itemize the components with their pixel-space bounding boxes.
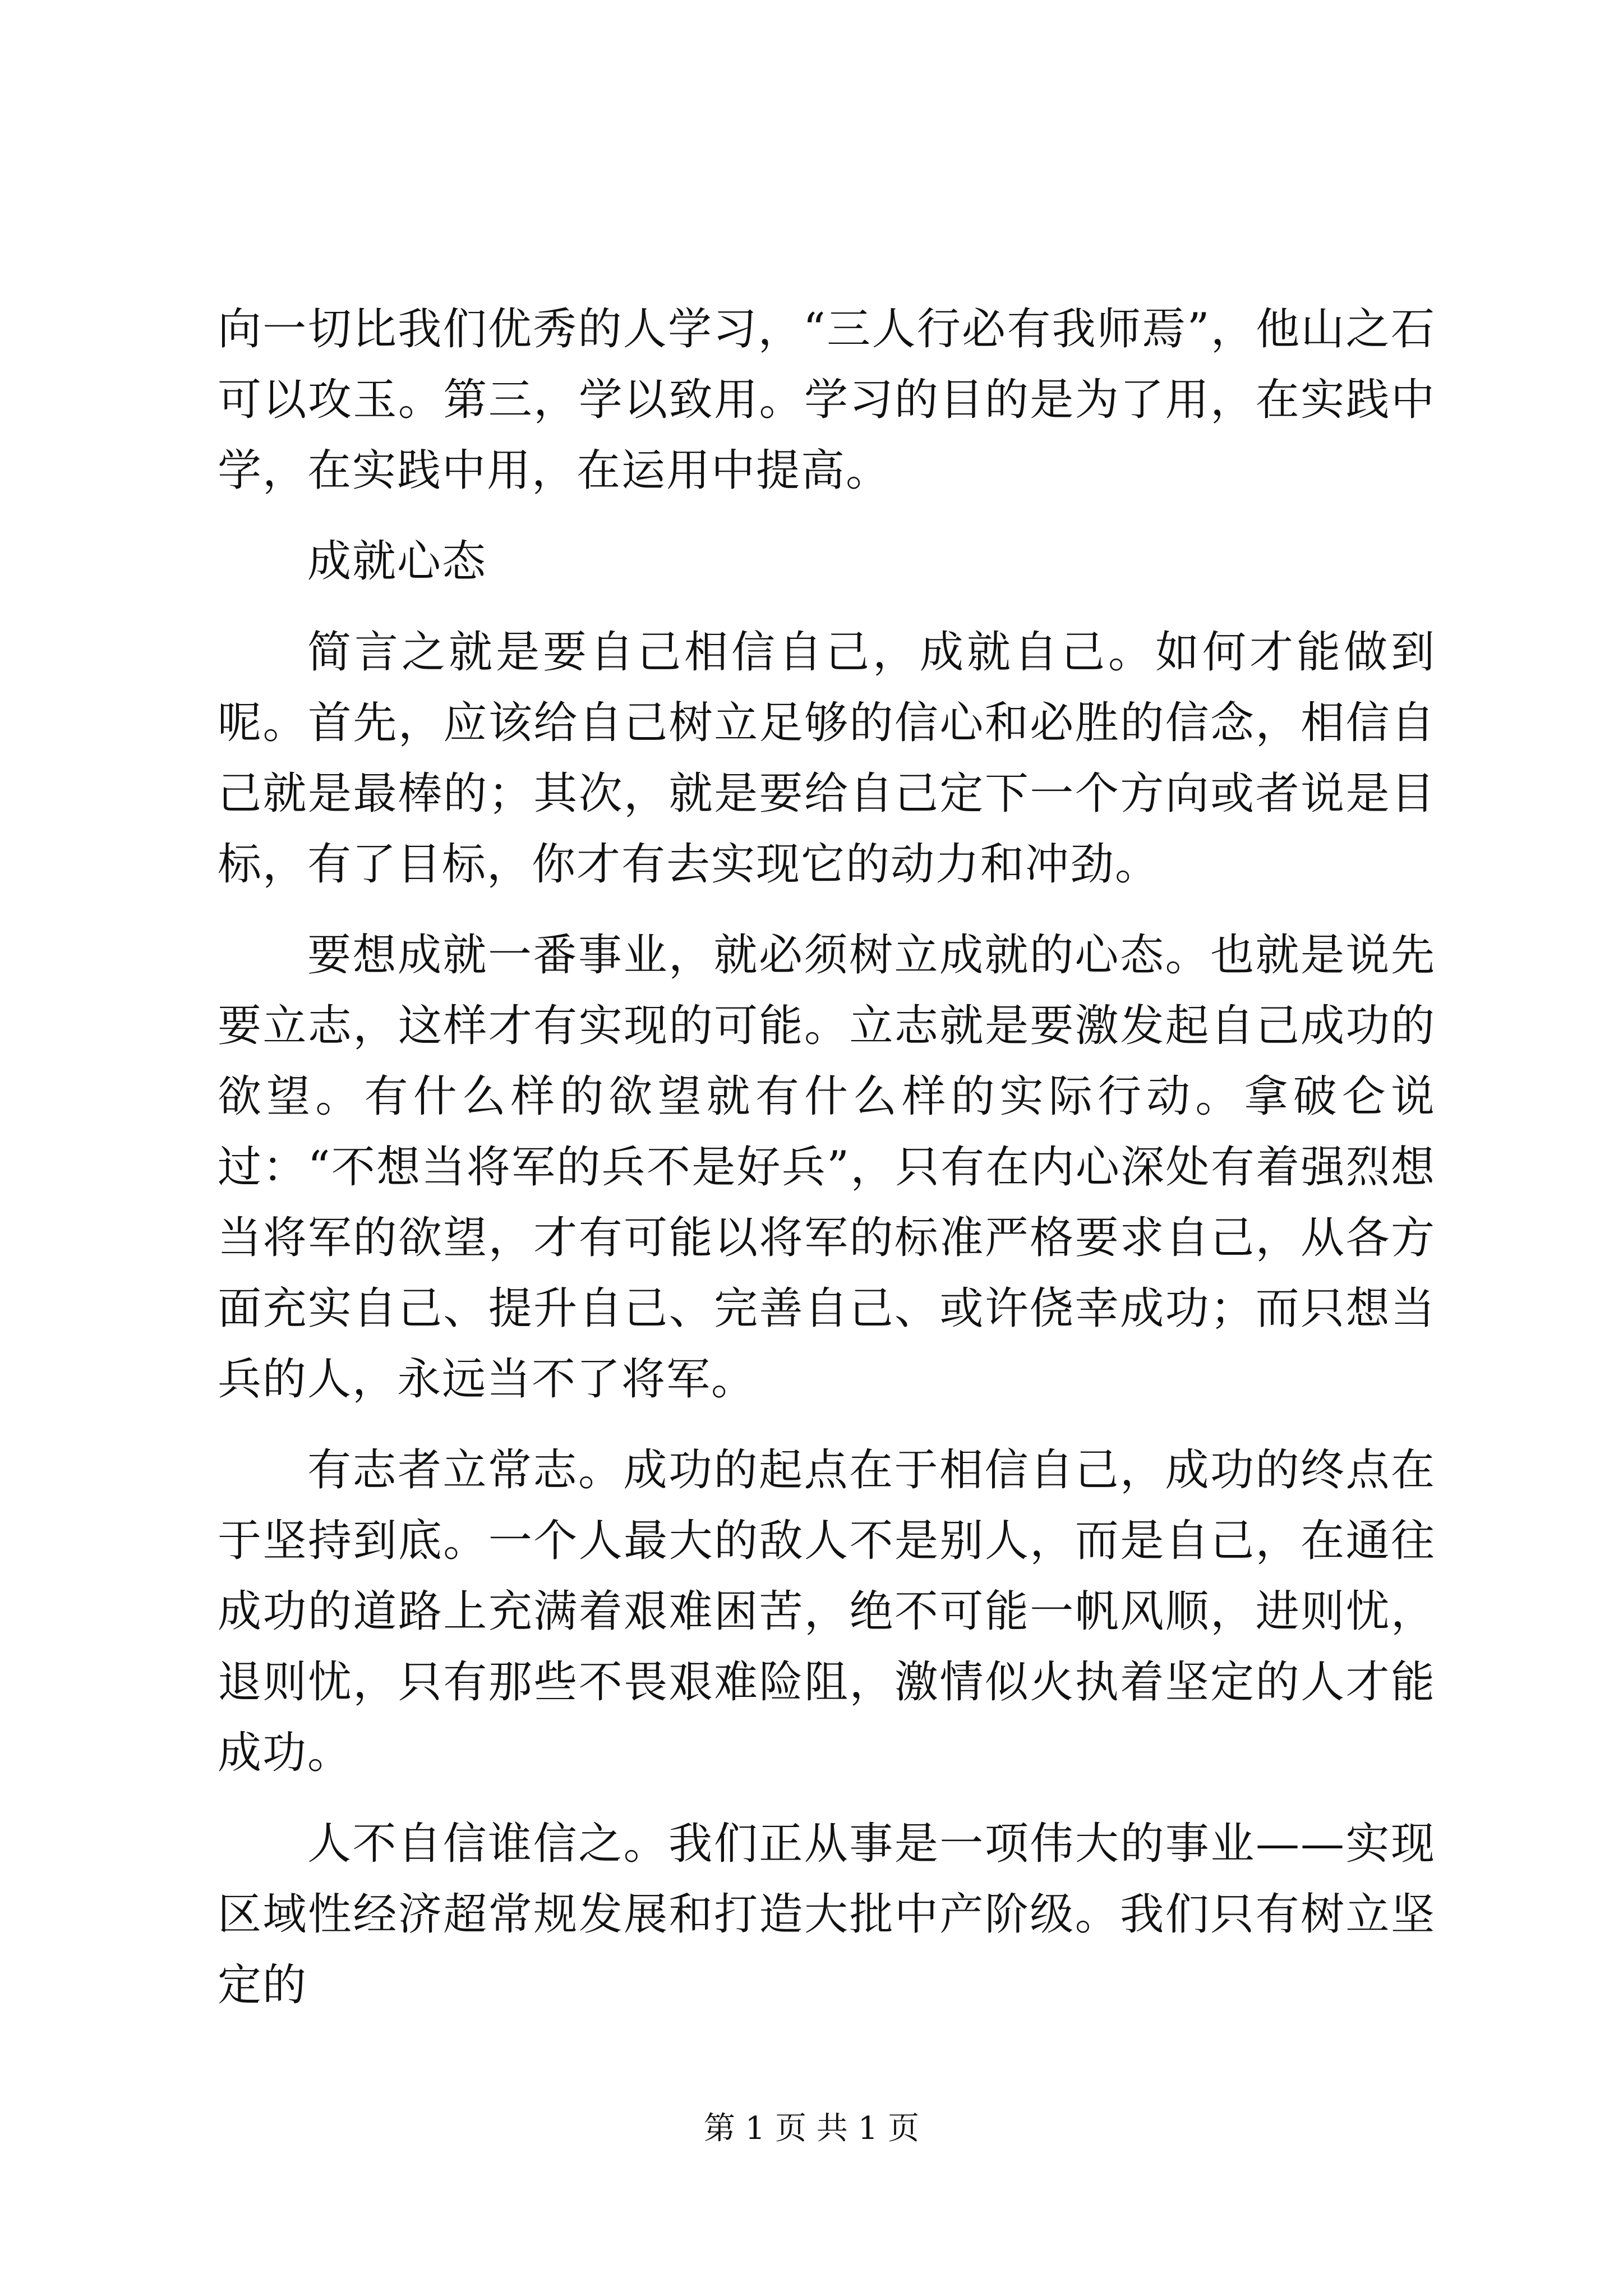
paragraph-continuation: 向一切比我们优秀的人学习，“三人行必有我师焉”，他山之石可以攻玉。第三，学以致用。学习的目的是为了用，在实践中学，在实践中用，在运用中提高。 xyxy=(218,304,1436,496)
paragraph: 人不自信谁信之。我们正从事是一项伟大的事业——实现区域性经济超常规发展和打造大批中产阶级。我们只有树立坚定的 xyxy=(218,1819,1436,2010)
paragraph: 简言之就是要自己相信自己，成就自己。如何才能做到呢。首先，应该给自己树立足够的信心和必胜的信念，相信自己就是最棒的；其次，就是要给自己定下一个方向或者说是目标，有了目标，你才有去实现它的动力和冲劲。 xyxy=(218,627,1436,890)
document-body xyxy=(218,294,1436,2041)
section-heading: 成就心态 xyxy=(307,536,487,587)
page-footer: 第 1 页 共 1 页 xyxy=(703,2110,920,2147)
paragraph: 要想成就一番事业，就必须树立成就的心态。也就是说先要立志，这样才有实现的可能。立志就是要激发起自己成功的欲望。有什么样的欲望就有什么样的实际行动。拿破仑说过：“不想当将军的兵不是好兵”，只有在内心深处有着强烈想当将军的欲望，才有可能以将军的标准严格要求自己，从各方面充实自己、提升自己、完善自己、或许侥幸成功；而只想当兵的人，永远当不了将军。 xyxy=(218,930,1436,1405)
paragraph: 有志者立常志。成功的起点在于相信自己，成功的终点在于坚持到底。一个人最大的敌人不是别人，而是自己，在通往成功的道路上充满着艰难困苦，绝不可能一帆风顺，进则忧，退则忧，只有那些不畏艰难险阻，激情似火执着坚定的人才能成功。 xyxy=(218,1445,1436,1778)
